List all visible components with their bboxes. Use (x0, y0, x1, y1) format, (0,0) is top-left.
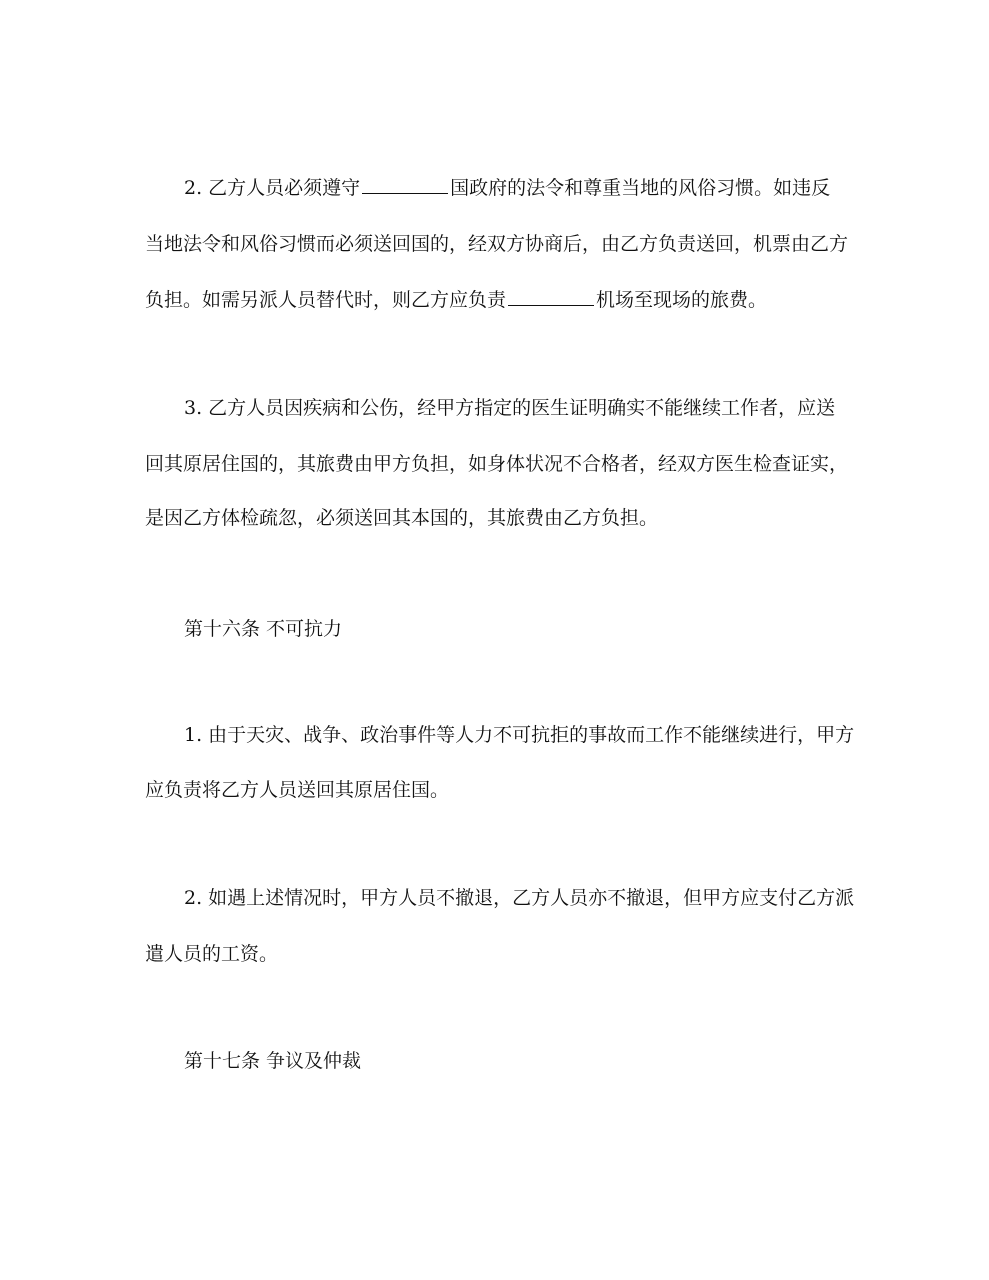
paragraph-2-text-c: 负担。如需另派人员替代时，则乙方应负责 (145, 289, 507, 311)
fill-in-blank-airport[interactable] (508, 287, 594, 306)
paragraph-3-line-3: 是因乙方体检疏忽，必须送回其本国的，其旅费由乙方负担。 (145, 507, 659, 529)
article-16-item-2-line-1: 2. 如遇上述情况时，甲方人员不撤退，乙方人员亦不撤退，但甲方应支付乙方派 (184, 887, 855, 909)
article-17-heading: 第十七条 争议及仲裁 (184, 1050, 362, 1072)
paragraph-2-line-1 (184, 175, 855, 200)
article-16-item-1-line-2: 应负责将乙方人员送回其原居住国。 (145, 779, 450, 801)
article-16-item-1-line-1: 1. 由于天灾、战争、政治事件等人力不可抗拒的事故而工作不能继续进行，甲方 (184, 724, 855, 746)
article-16-heading: 第十六条 不可抗力 (184, 618, 343, 640)
paragraph-2-text-a: 2. 乙方人员必须遵守 (184, 177, 361, 199)
paragraph-2-line-2: 当地法令和风俗习惯而必须送回国的，经双方协商后，由乙方负责送回，机票由乙方 (145, 233, 849, 255)
paragraph-3-line-1: 3. 乙方人员因疾病和公伤，经甲方指定的医生证明确实不能继续工作者，应送 (184, 397, 836, 419)
paragraph-2-line-3 (145, 287, 855, 312)
fill-in-blank-country[interactable] (362, 175, 448, 194)
paragraph-2-text-d: 机场至现场的旅费。 (596, 289, 768, 311)
paragraph-2-text-b: 国政府的法令和尊重当地的风俗习惯。如违反 (450, 177, 831, 199)
paragraph-3-line-2: 回其原居住国的，其旅费由甲方负担，如身体状况不合格者，经双方医生检查证实， (145, 453, 849, 475)
article-16-item-2-line-2: 遣人员的工资。 (145, 943, 279, 965)
